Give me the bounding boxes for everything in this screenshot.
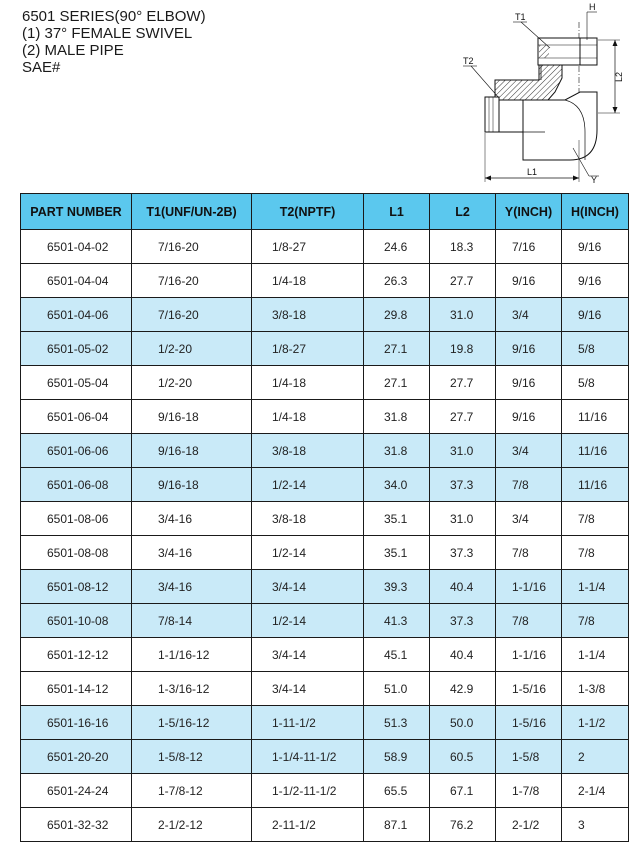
cell-h: 9/16 <box>562 264 629 298</box>
cell-t2: 1/8-27 <box>252 230 364 264</box>
cell-l1: 27.1 <box>364 332 430 366</box>
table-row <box>21 808 629 842</box>
cell-t1: 1-5/8-12 <box>132 740 252 774</box>
cell-h: 2 <box>562 740 629 774</box>
cell-h: 5/8 <box>562 366 629 400</box>
cell-h: 1-1/2 <box>562 706 629 740</box>
cell-l2: 76.2 <box>430 808 496 842</box>
cell-h: 5/8 <box>562 332 629 366</box>
table-header-row <box>21 194 629 230</box>
body-section <box>495 65 562 100</box>
cell-t2: 1-1/2-11-1/2 <box>252 774 364 808</box>
cell-t1: 1/2-20 <box>132 366 252 400</box>
cell-t1: 1/2-20 <box>132 332 252 366</box>
cell-t1: 2-1/2-12 <box>132 808 252 842</box>
header-part-number: PART NUMBER <box>21 194 132 230</box>
cell-l1: 34.0 <box>364 468 430 502</box>
cell-y: 2-1/2 <box>496 808 562 842</box>
cell-t1: 3/4-16 <box>132 502 252 536</box>
elbow-body <box>523 92 597 160</box>
cell-t2: 1/4-18 <box>252 264 364 298</box>
table-row <box>21 604 629 638</box>
table-row <box>21 230 629 264</box>
pipe-body <box>499 100 523 132</box>
t2-label: T2 <box>463 56 474 66</box>
cell-t2: 2-11-1/2 <box>252 808 364 842</box>
cell-part-number: 6501-08-08 <box>21 536 132 570</box>
cell-l2: 31.0 <box>430 298 496 332</box>
cell-part-number: 6501-04-04 <box>21 264 132 298</box>
cell-h: 11/16 <box>562 468 629 502</box>
cell-y: 1-5/16 <box>496 706 562 740</box>
table-row <box>21 570 629 604</box>
cell-t2: 3/8-18 <box>252 502 364 536</box>
cell-l2: 60.5 <box>430 740 496 774</box>
table-row <box>21 434 629 468</box>
cell-h: 2-1/4 <box>562 774 629 808</box>
cell-t2: 1/2-14 <box>252 536 364 570</box>
cell-l1: 65.5 <box>364 774 430 808</box>
table-row <box>21 638 629 672</box>
cell-part-number: 6501-12-12 <box>21 638 132 672</box>
table-row <box>21 706 629 740</box>
table-row <box>21 502 629 536</box>
cell-l2: 50.0 <box>430 706 496 740</box>
cell-l1: 87.1 <box>364 808 430 842</box>
cell-t2: 1/2-14 <box>252 604 364 638</box>
cell-part-number: 6501-16-16 <box>21 706 132 740</box>
cell-t1: 1-1/16-12 <box>132 638 252 672</box>
cell-t2: 1/4-18 <box>252 366 364 400</box>
cell-t2: 1-11-1/2 <box>252 706 364 740</box>
cell-l1: 35.1 <box>364 536 430 570</box>
cell-l1: 26.3 <box>364 264 430 298</box>
cell-part-number: 6501-10-08 <box>21 604 132 638</box>
cell-l1: 24.6 <box>364 230 430 264</box>
cell-l2: 27.7 <box>430 264 496 298</box>
cell-part-number: 6501-14-12 <box>21 672 132 706</box>
cell-part-number: 6501-05-04 <box>21 366 132 400</box>
cell-y: 1-5/8 <box>496 740 562 774</box>
cell-part-number: 6501-24-24 <box>21 774 132 808</box>
cell-y: 9/16 <box>496 332 562 366</box>
cell-t1: 9/16-18 <box>132 468 252 502</box>
cell-l2: 27.7 <box>430 366 496 400</box>
cell-part-number: 6501-06-06 <box>21 434 132 468</box>
cell-y: 1-5/16 <box>496 672 562 706</box>
cell-h: 9/16 <box>562 230 629 264</box>
cell-t2: 3/8-18 <box>252 298 364 332</box>
header-l2: L2 <box>430 194 496 230</box>
table-row <box>21 400 629 434</box>
cell-t1: 1-3/16-12 <box>132 672 252 706</box>
series-title: 6501 SERIES(90° ELBOW) <box>22 8 206 25</box>
cell-l1: 35.1 <box>364 502 430 536</box>
h-label: H <box>589 2 596 12</box>
cell-t2: 3/4-14 <box>252 570 364 604</box>
cell-t1: 3/4-16 <box>132 536 252 570</box>
header-l1: L1 <box>364 194 430 230</box>
cell-t1: 1-5/16-12 <box>132 706 252 740</box>
cell-t1: 9/16-18 <box>132 434 252 468</box>
cell-l2: 40.4 <box>430 638 496 672</box>
cell-l1: 45.1 <box>364 638 430 672</box>
cell-l2: 42.9 <box>430 672 496 706</box>
l1-label: L1 <box>527 167 538 177</box>
cell-y: 7/8 <box>496 468 562 502</box>
cell-t2: 1/4-18 <box>252 400 364 434</box>
cell-y: 1-1/16 <box>496 638 562 672</box>
header-y: Y(INCH) <box>496 194 562 230</box>
elbow-fitting-drawing <box>455 0 637 185</box>
cell-t1: 7/16-20 <box>132 298 252 332</box>
cell-l2: 19.8 <box>430 332 496 366</box>
cell-part-number: 6501-08-06 <box>21 502 132 536</box>
cell-l2: 37.3 <box>430 604 496 638</box>
table-row <box>21 264 629 298</box>
cell-y: 3/4 <box>496 502 562 536</box>
cell-h: 1-3/8 <box>562 672 629 706</box>
table-row <box>21 298 629 332</box>
cell-part-number: 6501-08-12 <box>21 570 132 604</box>
cell-y: 3/4 <box>496 434 562 468</box>
table-row <box>21 468 629 502</box>
cell-part-number: 6501-06-08 <box>21 468 132 502</box>
cell-h: 7/8 <box>562 604 629 638</box>
cell-y: 9/16 <box>496 366 562 400</box>
header-h: H(INCH) <box>562 194 629 230</box>
elbow-drawing-svg <box>455 0 637 185</box>
cell-part-number: 6501-04-02 <box>21 230 132 264</box>
cell-l1: 39.3 <box>364 570 430 604</box>
header-t2: T2(NPTF) <box>252 194 364 230</box>
cell-h: 1-1/4 <box>562 638 629 672</box>
cell-l2: 31.0 <box>430 434 496 468</box>
l2-label: L2 <box>614 71 624 82</box>
cell-l2: 37.3 <box>430 536 496 570</box>
male-pipe-thread <box>485 97 499 132</box>
cell-t1: 7/16-20 <box>132 264 252 298</box>
cell-h: 7/8 <box>562 536 629 570</box>
cell-y: 7/16 <box>496 230 562 264</box>
cell-l2: 31.0 <box>430 502 496 536</box>
feature-line-2: (2) MALE PIPE <box>22 42 124 59</box>
cell-l2: 40.4 <box>430 570 496 604</box>
cell-t2: 1/2-14 <box>252 468 364 502</box>
table-row <box>21 672 629 706</box>
cell-t1: 3/4-16 <box>132 570 252 604</box>
cell-y: 7/8 <box>496 604 562 638</box>
cell-h: 11/16 <box>562 434 629 468</box>
cell-t2: 3/4-14 <box>252 672 364 706</box>
table-row <box>21 332 629 366</box>
cell-t2: 1/8-27 <box>252 332 364 366</box>
cell-l1: 31.8 <box>364 400 430 434</box>
header-t1: T1(UNF/UN-2B) <box>132 194 252 230</box>
cell-y: 9/16 <box>496 264 562 298</box>
cell-part-number: 6501-05-02 <box>21 332 132 366</box>
cell-part-number: 6501-06-04 <box>21 400 132 434</box>
feature-line-1: (1) 37° FEMALE SWIVEL <box>22 25 193 42</box>
part-spec-table <box>20 193 629 842</box>
cell-h: 7/8 <box>562 502 629 536</box>
cell-y: 9/16 <box>496 400 562 434</box>
y-label: Y <box>591 175 598 185</box>
cell-part-number: 6501-04-06 <box>21 298 132 332</box>
cell-y: 3/4 <box>496 298 562 332</box>
table-body <box>21 230 629 842</box>
cell-l1: 29.8 <box>364 298 430 332</box>
cell-l1: 51.0 <box>364 672 430 706</box>
cell-h: 1-1/4 <box>562 570 629 604</box>
swivel-nut-right <box>580 38 597 65</box>
cell-y: 1-1/16 <box>496 570 562 604</box>
table-row <box>21 366 629 400</box>
series-heading <box>22 8 206 76</box>
cell-t1: 1-7/8-12 <box>132 774 252 808</box>
cell-part-number: 6501-20-20 <box>21 740 132 774</box>
cell-l1: 31.8 <box>364 434 430 468</box>
cell-part-number: 6501-32-32 <box>21 808 132 842</box>
cell-t1: 7/16-20 <box>132 230 252 264</box>
cell-l1: 51.3 <box>364 706 430 740</box>
cell-t1: 9/16-18 <box>132 400 252 434</box>
table-row <box>21 774 629 808</box>
cell-h: 3 <box>562 808 629 842</box>
cell-l1: 41.3 <box>364 604 430 638</box>
cell-y: 1-7/8 <box>496 774 562 808</box>
cell-t2: 3/8-18 <box>252 434 364 468</box>
cell-l1: 58.9 <box>364 740 430 774</box>
standard-label: SAE# <box>22 59 61 76</box>
cell-l2: 37.3 <box>430 468 496 502</box>
cell-h: 11/16 <box>562 400 629 434</box>
t1-label: T1 <box>515 12 526 22</box>
cell-t1: 7/8-14 <box>132 604 252 638</box>
cell-l2: 67.1 <box>430 774 496 808</box>
cell-t2: 3/4-14 <box>252 638 364 672</box>
cell-h: 9/16 <box>562 298 629 332</box>
cell-t2: 1-1/4-11-1/2 <box>252 740 364 774</box>
cell-l2: 18.3 <box>430 230 496 264</box>
table-row <box>21 740 629 774</box>
cell-y: 7/8 <box>496 536 562 570</box>
cell-l2: 27.7 <box>430 400 496 434</box>
table-row <box>21 536 629 570</box>
nut-section-hatch <box>539 45 549 58</box>
cell-l1: 27.1 <box>364 366 430 400</box>
